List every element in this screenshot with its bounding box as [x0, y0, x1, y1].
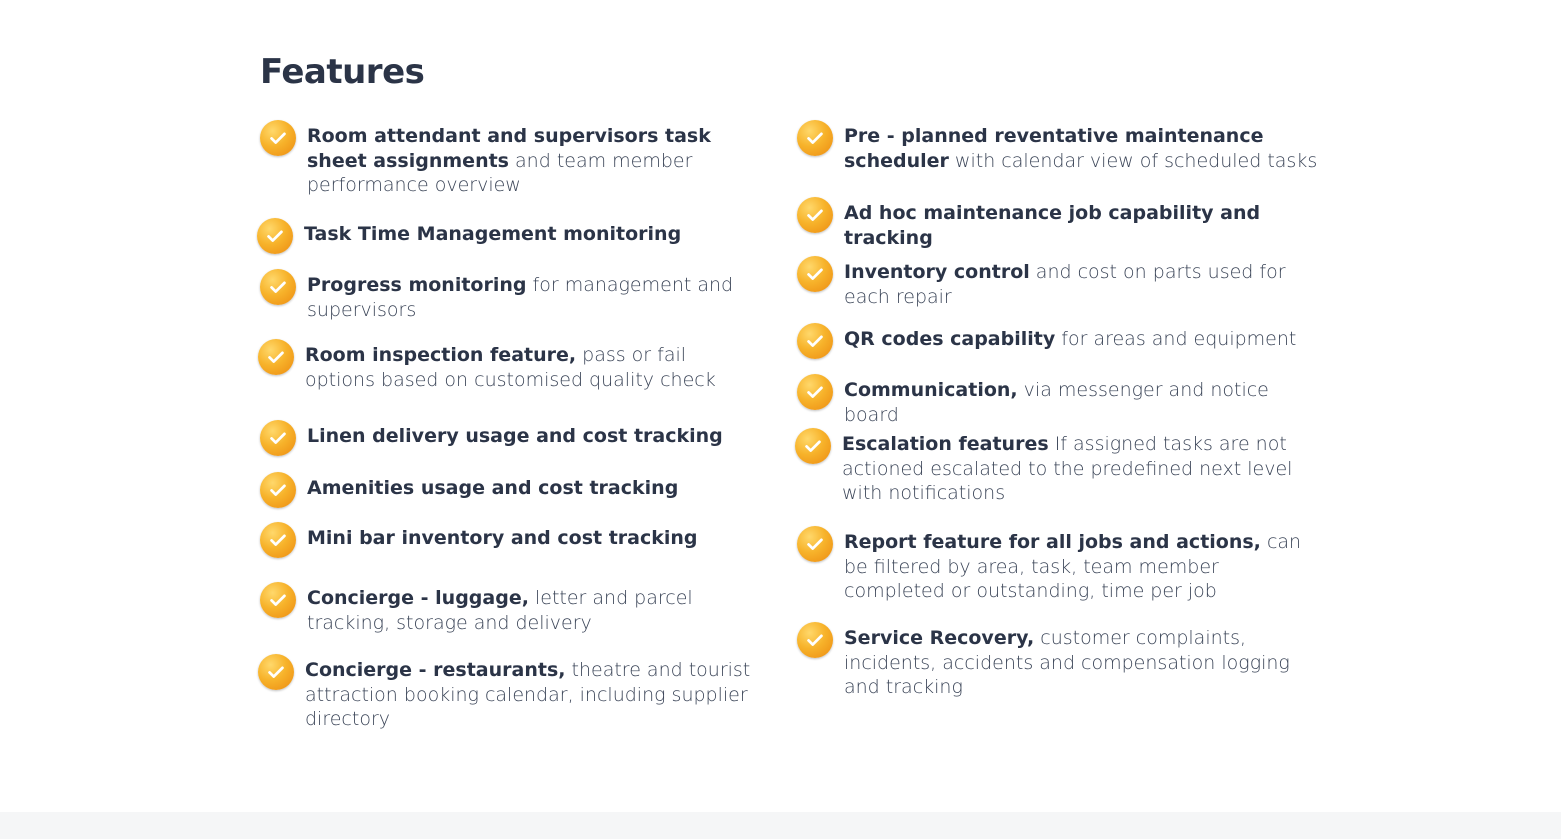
feature-item	[260, 522, 755, 558]
feature-item	[797, 256, 1324, 309]
feature-highlight: Report feature for all jobs and actions,	[844, 531, 1261, 553]
feature-text	[844, 197, 1324, 250]
feature-highlight: Room attendant and supervisors task sheet assignments	[307, 125, 711, 172]
feature-text	[842, 428, 1322, 506]
feature-detail: and team member performance overview	[307, 149, 693, 196]
checkmark-icon	[797, 197, 833, 233]
feature-highlight: Concierge - restaurants,	[305, 659, 566, 681]
feature-item	[260, 269, 755, 322]
feature-item	[260, 472, 755, 508]
checkmark-icon	[260, 420, 296, 456]
feature-text	[304, 218, 752, 247]
feature-highlight: Mini bar inventory and cost tracking	[307, 527, 698, 549]
feature-item	[797, 526, 1324, 604]
feature-item	[797, 197, 1324, 250]
feature-item	[258, 339, 753, 392]
feature-highlight: Linen delivery usage and cost tracking	[307, 425, 723, 447]
checkmark-icon	[260, 472, 296, 508]
feature-detail: theatre and tourist attraction booking calendar, including supplier directory	[305, 659, 751, 730]
feature-text	[844, 374, 1324, 427]
feature-text	[844, 256, 1324, 309]
feature-text	[305, 654, 753, 732]
feature-highlight: Pre - planned reventative maintenance scheduler	[844, 125, 1264, 172]
feature-item	[797, 374, 1324, 427]
feature-highlight: Communication,	[844, 379, 1018, 401]
footer-band	[0, 812, 1561, 839]
feature-highlight: Ad hoc maintenance job capability and tracking	[844, 202, 1261, 249]
feature-detail: can be filtered by area, task, team member completed or outstanding, time per job	[844, 531, 1302, 602]
feature-detail: with calendar view of scheduled tasks	[948, 149, 1318, 172]
checkmark-icon	[797, 323, 833, 359]
checkmark-icon	[257, 218, 293, 254]
feature-item	[260, 420, 755, 456]
checkmark-icon	[258, 654, 294, 690]
feature-detail: for management and supervisors	[307, 274, 734, 321]
feature-text	[307, 269, 755, 322]
feature-item	[260, 582, 755, 635]
page-title: Features	[260, 52, 425, 92]
feature-text	[307, 582, 755, 635]
feature-text	[307, 120, 755, 198]
checkmark-icon	[797, 526, 833, 562]
checkmark-icon	[797, 622, 833, 658]
feature-highlight: Inventory control	[844, 261, 1030, 283]
feature-text	[844, 622, 1324, 700]
feature-text	[307, 472, 755, 501]
feature-item	[257, 218, 752, 254]
feature-text	[844, 526, 1324, 604]
checkmark-icon	[260, 522, 296, 558]
checkmark-icon	[260, 120, 296, 156]
feature-text	[844, 120, 1324, 173]
feature-detail: for areas and equipment	[1055, 328, 1297, 350]
feature-highlight: Escalation features	[842, 433, 1049, 455]
feature-highlight: Concierge - luggage,	[307, 587, 529, 609]
feature-item	[797, 622, 1324, 700]
checkmark-icon	[797, 374, 833, 410]
feature-detail: via messenger and notice board	[844, 379, 1269, 426]
feature-detail: customer complaints, incidents, accidents and compensation logging and tracking	[844, 627, 1290, 698]
feature-item	[258, 654, 753, 732]
feature-detail: letter and parcel tracking, storage and delivery	[307, 587, 693, 634]
feature-highlight: Room inspection feature,	[305, 344, 577, 366]
feature-detail: If assigned tasks are not actioned escalated to the predefined next level with notifications	[842, 433, 1293, 504]
feature-item	[797, 120, 1324, 173]
checkmark-icon	[260, 582, 296, 618]
feature-item	[795, 428, 1322, 506]
checkmark-icon	[797, 120, 833, 156]
feature-highlight: QR codes capability	[844, 328, 1056, 350]
feature-highlight: Progress monitoring	[307, 274, 527, 296]
checkmark-icon	[260, 269, 296, 305]
feature-detail: pass or fail options based on customised quality check	[305, 344, 716, 391]
feature-highlight: Service Recovery,	[844, 627, 1035, 649]
feature-text	[305, 339, 753, 392]
checkmark-icon	[795, 428, 831, 464]
feature-highlight: Task Time Management monitoring	[304, 223, 682, 245]
feature-item	[797, 323, 1324, 359]
feature-highlight: Amenities usage and cost tracking	[307, 477, 679, 499]
feature-text	[844, 323, 1324, 352]
feature-item	[260, 120, 755, 198]
checkmark-icon	[258, 339, 294, 375]
feature-text	[307, 420, 755, 449]
checkmark-icon	[797, 256, 833, 292]
feature-detail: and cost on parts used for each repair	[844, 261, 1286, 308]
feature-text	[307, 522, 755, 551]
